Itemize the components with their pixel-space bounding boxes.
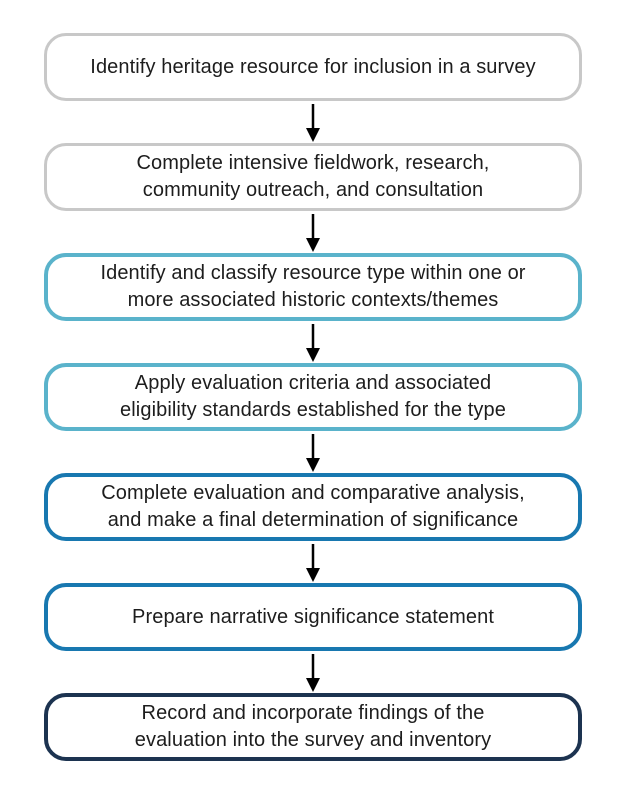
down-arrow-icon xyxy=(305,651,321,693)
flowchart-step xyxy=(44,33,582,101)
step-label: Prepare narrative significance statement xyxy=(132,605,494,628)
step-label: Complete evaluation and comparative analysis, and make a final determination of significance xyxy=(101,482,525,531)
down-arrow-icon xyxy=(305,541,321,583)
step-label: Apply evaluation criteria and associated eligibility standards established for the type xyxy=(120,372,506,421)
down-arrow-icon xyxy=(305,321,321,363)
down-arrow-icon xyxy=(305,211,321,253)
flowchart-step xyxy=(44,473,582,541)
down-arrow-icon xyxy=(305,431,321,473)
step-label: Identify and classify resource type within one or more associated historic contexts/themes xyxy=(100,262,526,311)
step-label: Complete intensive fieldwork, research, community outreach, and consultation xyxy=(136,152,490,201)
step-label: Identify heritage resource for inclusion in a survey xyxy=(90,55,536,78)
down-arrow-icon xyxy=(305,101,321,143)
flowchart-step xyxy=(44,693,582,761)
flowchart-step xyxy=(44,363,582,431)
flowchart-step xyxy=(44,143,582,211)
flowchart-step xyxy=(44,253,582,321)
flowchart-step xyxy=(44,583,582,651)
step-label: Record and incorporate findings of the evaluation into the survey and inventory xyxy=(134,702,492,751)
